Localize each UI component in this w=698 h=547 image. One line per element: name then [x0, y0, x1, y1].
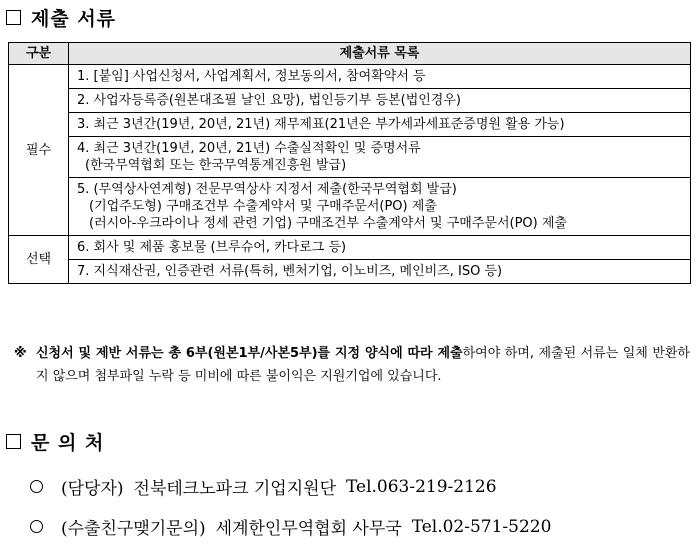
- document-item-2: [69, 89, 691, 113]
- inquiry-title-text: 문 의 처: [31, 432, 105, 454]
- contact-phone: Tel.063-219-2126: [346, 476, 497, 497]
- documents-title-text: 제출 서류: [31, 8, 117, 30]
- documents-section-title: [6, 4, 116, 31]
- item-line: 2. 사업자등록증(원본대조필 날인 요망), 법인등기부 등본(법인경우): [77, 93, 461, 108]
- category-optional: 선택: [9, 236, 69, 284]
- note-text: [36, 342, 690, 388]
- document-item-5: [69, 178, 691, 236]
- table-row: [9, 65, 691, 89]
- table-row: [9, 260, 691, 284]
- item-line: (기업주도형) 구매조건부 수출계약서 및 구매주문서(PO) 제출: [89, 199, 437, 214]
- contact-role: (수출친구맺기문의): [61, 519, 206, 539]
- table-row: [9, 113, 691, 137]
- item-line: (한국무역협회 또는 한국무역통계진흥원 발급): [85, 158, 347, 173]
- category-required: 필수: [9, 65, 69, 236]
- table-row: [9, 236, 691, 260]
- submission-note: [14, 342, 690, 388]
- contact-phone: Tel.02-571-5220: [411, 516, 552, 537]
- header-document-list: 제출서류 목록: [69, 43, 691, 65]
- contact-organization: 세계한인무역협회 사무국: [215, 519, 402, 539]
- item-line: 3. 최근 3년간(19년, 20년, 21년) 재무제표(21년은 부가세과세표준증명원 활용 가능): [77, 117, 565, 132]
- inquiry-section-title: [6, 428, 104, 455]
- contact-item: [30, 514, 551, 539]
- reference-mark-icon: ※: [14, 346, 27, 361]
- item-line: 7. 지식재산권, 인증관련 서류(특허, 벤처기업, 이노비즈, 메인비즈, ISO 등): [77, 264, 503, 279]
- square-bullet-icon: [6, 10, 21, 25]
- item-line: 4. 최근 3년간(19년, 20년, 21년) 수출실적확인 및 증명서류: [77, 141, 421, 156]
- document-item-7: [69, 260, 691, 284]
- square-bullet-icon: [6, 434, 21, 449]
- circle-bullet-icon: [30, 520, 43, 533]
- circle-bullet-icon: [30, 480, 43, 493]
- item-line: 1. [붙임] 사업신청서, 사업계획서, 정보동의서, 참여확약서 등: [77, 69, 426, 84]
- document-item-1: [69, 65, 691, 89]
- contact-item: [30, 474, 497, 499]
- item-line: (러시아-우크라이나 정세 관련 기업) 구매조건부 수출계약서 및 구매주문서(PO) 제출: [89, 216, 567, 231]
- table-row: [9, 137, 691, 178]
- header-category: 구분: [9, 43, 69, 65]
- document-item-6: [69, 236, 691, 260]
- table-row: [9, 89, 691, 113]
- item-line: 6. 회사 및 제품 홍보물 (브루슈어, 카다로그 등): [77, 240, 347, 255]
- documents-table: [8, 42, 691, 284]
- contact-organization: 전북테크노파크 기업지원단: [133, 479, 336, 499]
- item-line: 5. (무역상사연계형) 전문무역상사 지정서 제출(한국무역협회 발급): [77, 182, 457, 197]
- table-row: [9, 178, 691, 236]
- table-header-row: [9, 43, 691, 65]
- note-rest-text: 하여야 하며, 제출된 서류는 일체 반환하지 않으며 첨부파일 누락 등 미비에 따른 불이익은 지원기업에 있습니다.: [36, 346, 690, 384]
- document-item-3: [69, 113, 691, 137]
- note-bold-text: 신청서 및 제반 서류는 총 6부(원본1부/사본5부)를 지정 양식에 따라 제출: [36, 346, 463, 361]
- contact-role: (담당자): [61, 479, 124, 499]
- document-item-4: [69, 137, 691, 178]
